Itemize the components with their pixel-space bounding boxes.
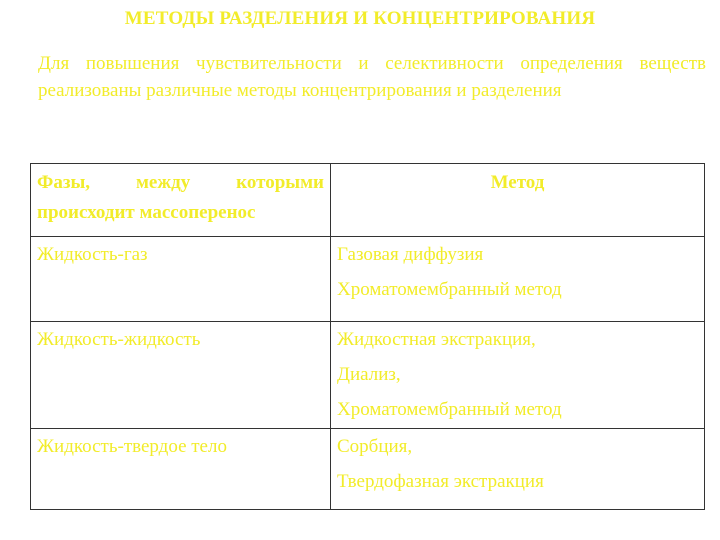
header-phases: Фазы, между которыми происходит массоперенос — [31, 164, 331, 237]
method-item: Сорбция, — [337, 436, 413, 457]
method-item: Твердофазная экстракция — [337, 471, 544, 492]
page-title: МЕТОДЫ РАЗДЕЛЕНИЯ И КОНЦЕНТРИРОВАНИЯ — [124, 8, 596, 29]
methods-cell — [331, 237, 705, 322]
table-row — [31, 429, 705, 510]
table-row — [31, 237, 705, 322]
header-method: Метод — [331, 164, 705, 237]
phases-cell: Жидкость-твердое тело — [31, 429, 331, 510]
methods-cell — [331, 429, 705, 510]
phases-cell: Жидкость-газ — [31, 237, 331, 322]
phases-cell: Жидкость-жидкость — [31, 322, 331, 429]
method-item: Жидкостная экстракция, — [337, 329, 536, 350]
method-item: Хроматомембранный метод — [337, 279, 562, 300]
methods-table — [30, 163, 705, 510]
table-row — [31, 322, 705, 429]
intro-paragraph: Для повышения чувствительности и селективности определения веществ реализованы различные методы концентрирования и разделения — [38, 53, 706, 101]
method-item: Хроматомембранный метод — [337, 399, 562, 420]
table-header-row — [31, 164, 705, 237]
method-item: Диализ, — [337, 364, 401, 385]
methods-cell — [331, 322, 705, 429]
method-item: Газовая диффузия — [337, 244, 484, 265]
